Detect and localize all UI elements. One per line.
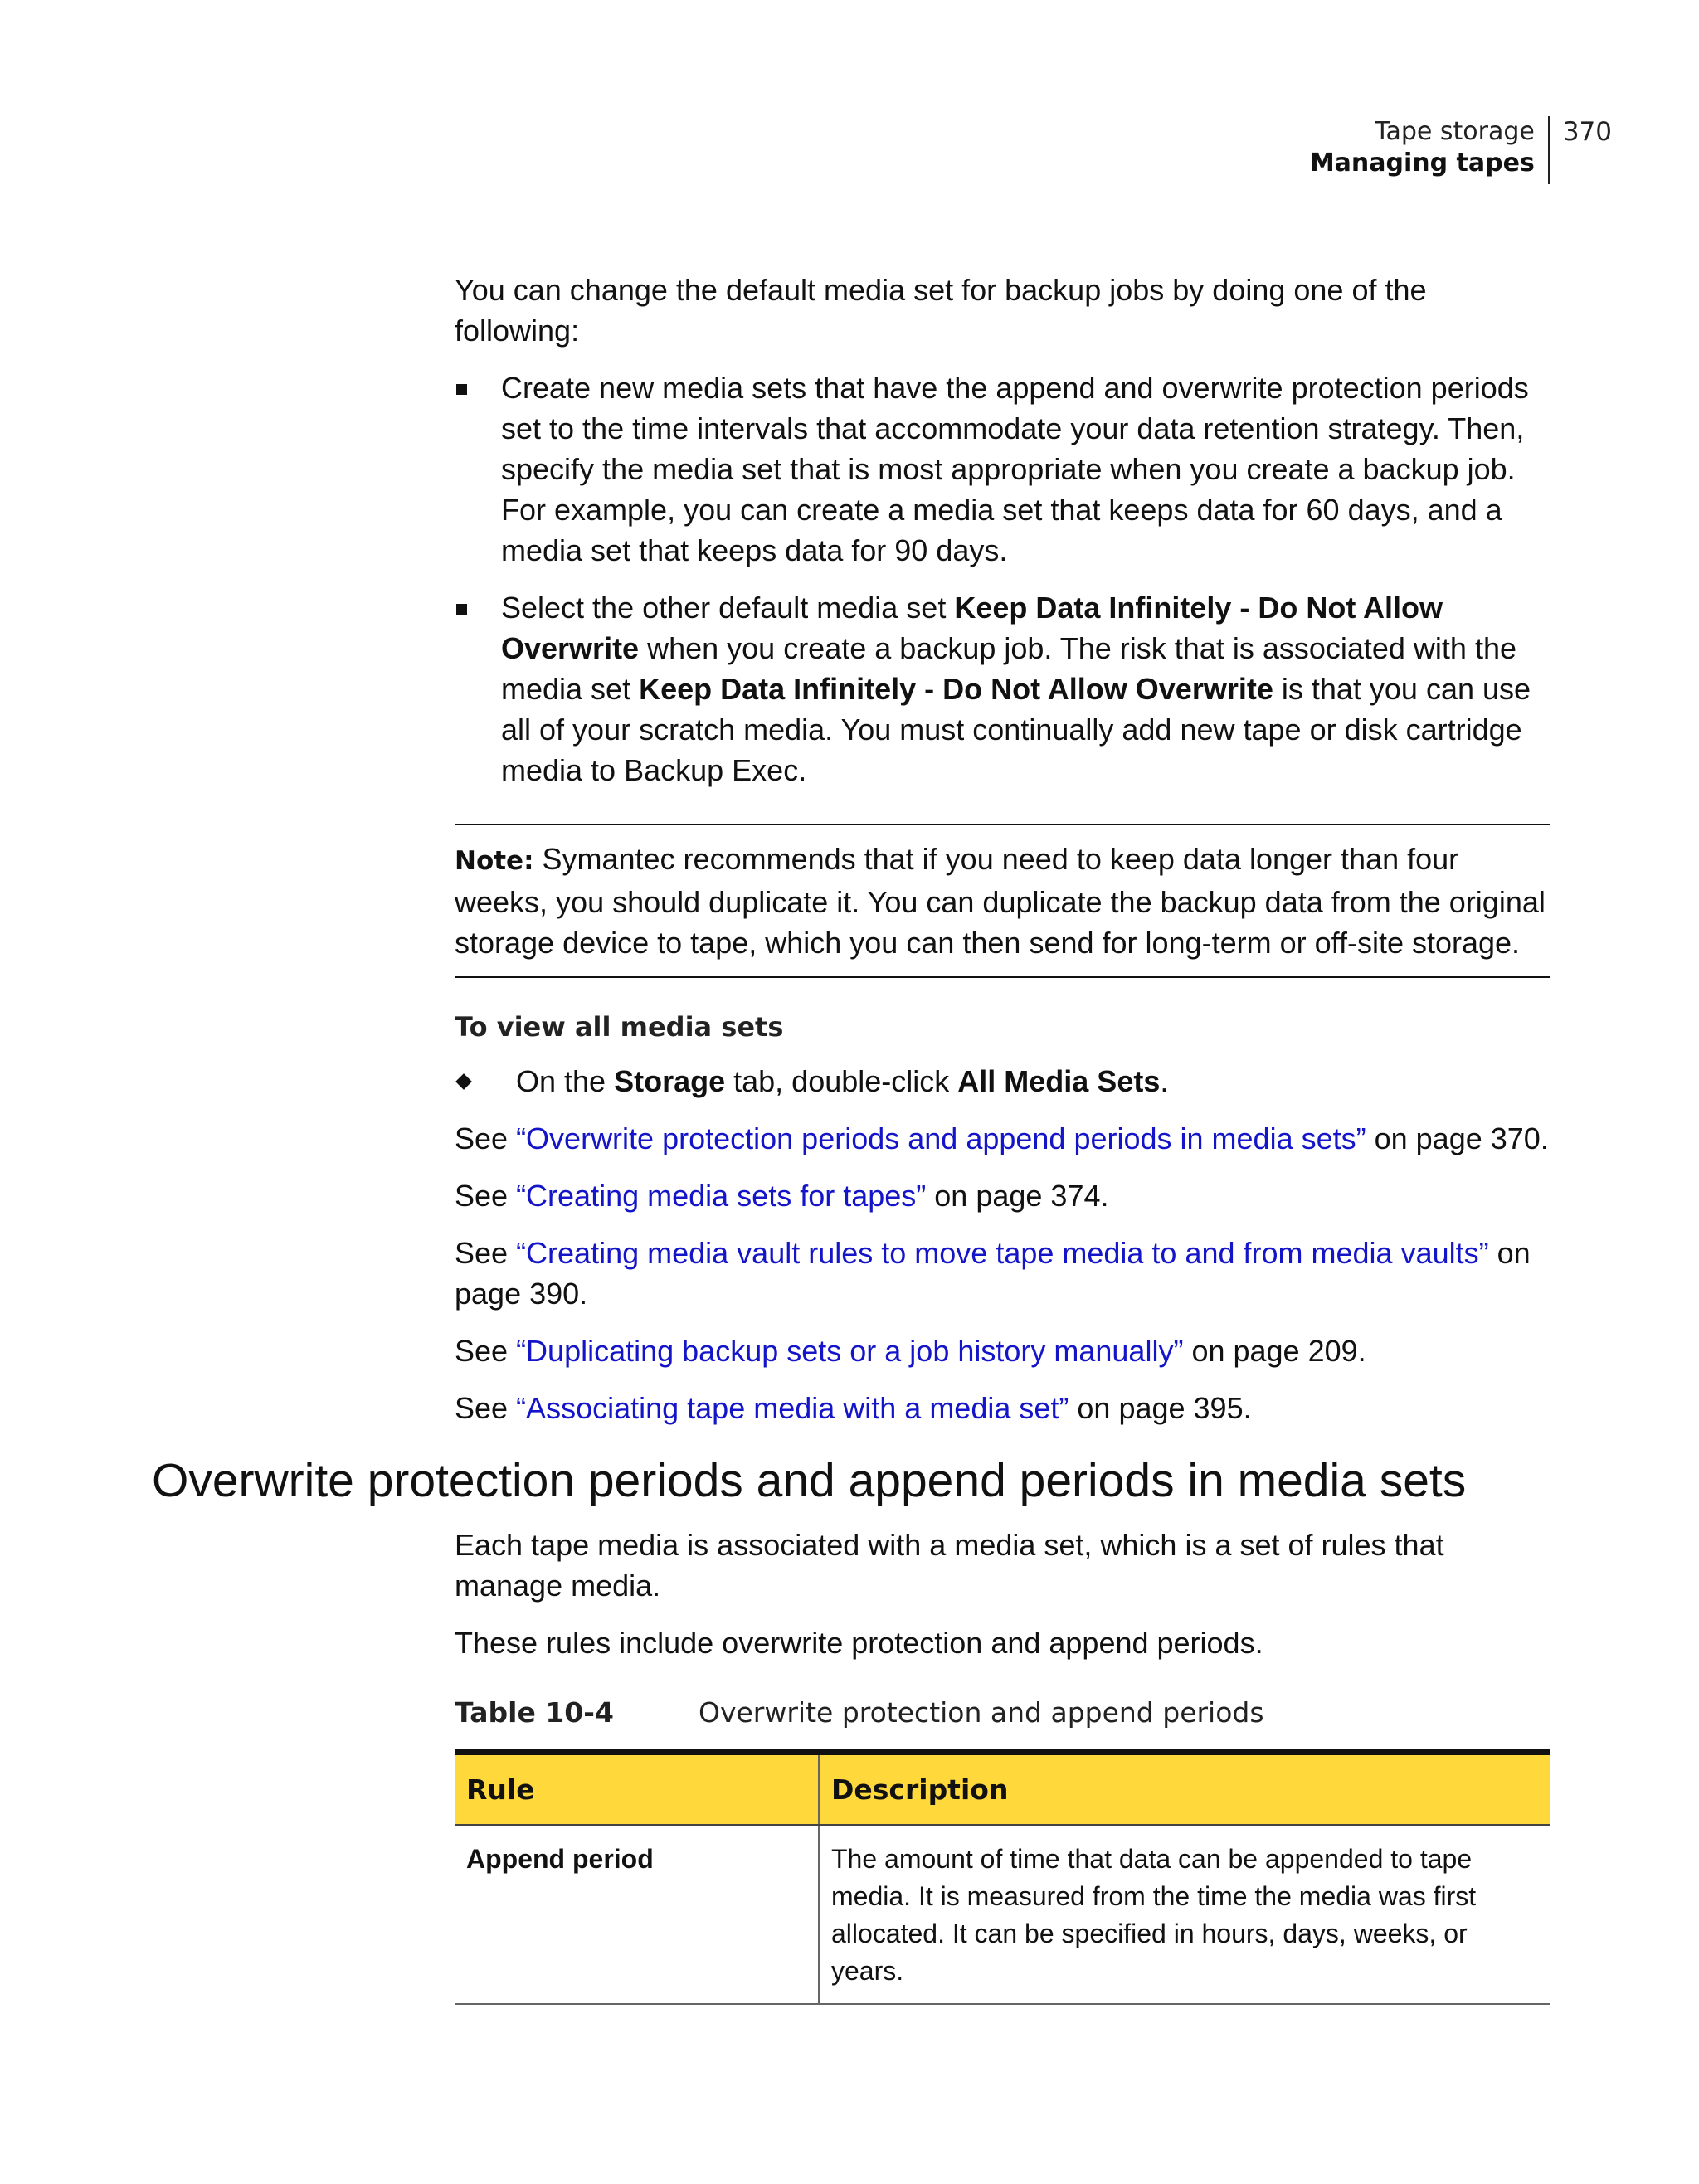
description-cell: The amount of time that data can be appended to tape media. It is measured from the time the media was first allocated. It can be specified in hours, days, weeks, or years.: [819, 1825, 1550, 2004]
header-chapter: Tape storage: [1375, 117, 1535, 146]
header-section: Managing tapes: [1309, 148, 1535, 178]
bullet-text-part: when you create a backup job. The risk that is associated with the media set: [501, 631, 1516, 706]
step-text: .: [1160, 1064, 1169, 1098]
see-prefix: See: [455, 1391, 517, 1425]
intro-paragraph: You can change the default media set for backup jobs by doing one of the following:: [455, 273, 1427, 348]
section-paragraph: These rules include overwrite protection and append periods.: [455, 1626, 1263, 1660]
page-number: 370: [1562, 117, 1612, 147]
media-set-name: Keep Data Infinitely - Do Not Allow Overwrite: [501, 591, 1443, 665]
see-suffix: on page 209.: [1183, 1334, 1366, 1368]
section-heading: Overwrite protection periods and append periods in media sets: [152, 1454, 1467, 1507]
running-header: [1310, 116, 1612, 184]
cross-reference-link[interactable]: “Creating media vault rules to move tape media to and from media vaults”: [516, 1236, 1489, 1270]
square-bullet-icon: [456, 604, 467, 615]
bullet-text: Create new media sets that have the append and overwrite protection periods set to the time intervals that accommodate your data retention strategy. Then, specify the media set that is most appropriate when you create a backup job. For example, you can create a media set that keeps data for 60 days, and a media set that keeps data for 90 days.: [501, 371, 1529, 567]
section-paragraph: Each tape media is associated with a media set, which is a set of rules that manage media.: [455, 1528, 1444, 1603]
see-suffix: on page 374.: [926, 1179, 1109, 1213]
note-label: Note:: [455, 846, 534, 876]
table-caption: [455, 1696, 1550, 1729]
list-item: [455, 587, 1550, 790]
cross-reference-link[interactable]: “Overwrite protection periods and append periods in media sets”: [516, 1121, 1366, 1155]
rules-table: [455, 1749, 1550, 2005]
step-ui-term: All Media Sets: [957, 1064, 1161, 1098]
section-content: [455, 1525, 1550, 2005]
rule-cell: Append period: [455, 1825, 819, 2004]
list-item: [455, 367, 1550, 571]
procedure-step: [455, 1061, 1550, 1102]
column-header: Rule: [455, 1752, 819, 1825]
see-prefix: See: [455, 1179, 517, 1213]
options-list: [455, 367, 1550, 790]
see-also: [455, 1330, 1550, 1371]
diamond-bullet-icon: [455, 1073, 472, 1090]
note-text: Symantec recommends that if you need to keep data longer than four weeks, you should duplicate it. You can duplicate the backup data from the original storage device to tape, which you can then send for long-term or off-site storage.: [455, 842, 1546, 960]
table-row: [455, 1825, 1550, 2004]
column-header: Description: [819, 1752, 1550, 1825]
see-also: [455, 1175, 1550, 1216]
procedure-title: To view all media sets: [455, 1011, 784, 1043]
see-prefix: See: [455, 1334, 517, 1368]
main-content: [455, 270, 1550, 1445]
see-suffix: on page 370.: [1366, 1121, 1549, 1155]
cross-reference-link[interactable]: “Associating tape media with a media set”: [516, 1391, 1069, 1425]
see-also: [455, 1118, 1550, 1159]
note-box: [455, 824, 1550, 978]
media-set-name: Keep Data Infinitely - Do Not Allow Overwrite: [639, 672, 1273, 706]
table-header-row: [455, 1752, 1550, 1825]
see-prefix: See: [455, 1236, 517, 1270]
see-suffix: on page 395.: [1069, 1391, 1252, 1425]
cross-reference-link[interactable]: “Duplicating backup sets or a job history manually”: [516, 1334, 1184, 1368]
bullet-text-part: Select the other default media set: [501, 591, 955, 625]
see-prefix: See: [455, 1121, 517, 1155]
see-also: [455, 1388, 1550, 1428]
square-bullet-icon: [456, 384, 467, 395]
bullet-text-part: is that you can use all of your scratch media. You must continually add new tape or disk cartridge media to Backup Exec.: [501, 672, 1531, 787]
cross-reference-link[interactable]: “Creating media sets for tapes”: [516, 1179, 927, 1213]
header-titles: [1310, 116, 1550, 184]
table-number: Table 10-4: [455, 1696, 614, 1729]
see-also: [455, 1233, 1550, 1314]
table-title: Overwrite protection and append periods: [699, 1696, 1264, 1729]
step-ui-term: Storage: [614, 1064, 726, 1098]
step-text: On the: [516, 1064, 615, 1098]
see-suffix: on page 390.: [455, 1236, 1531, 1311]
step-text: tab, double-click: [725, 1064, 958, 1098]
